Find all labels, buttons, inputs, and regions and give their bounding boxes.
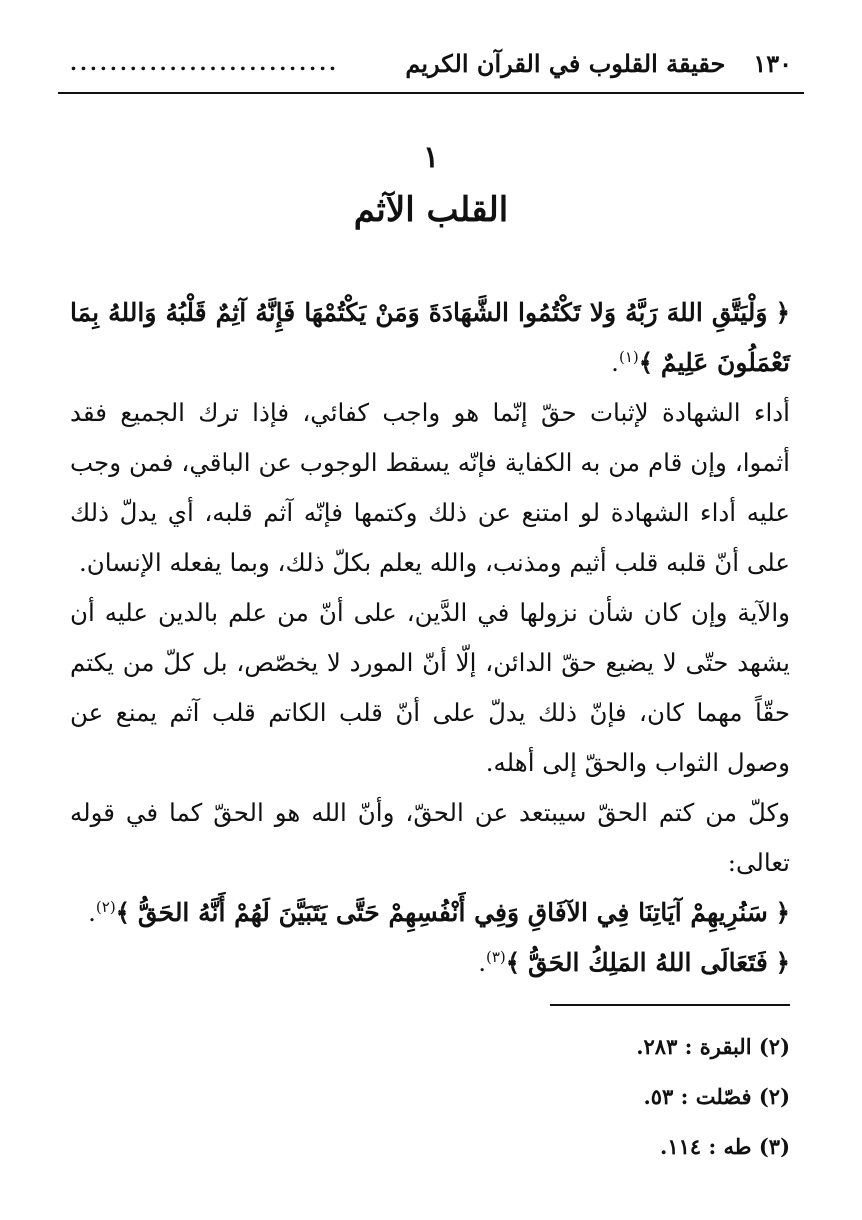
verse-end: . [88,898,96,927]
footnote-item [70,1022,790,1072]
footnote-number: (٢) [758,1034,790,1059]
verse-end: . [611,348,619,377]
chapter-number: ١ [422,140,440,175]
footnote-ref: (٢) [95,897,116,916]
paragraph: وكلّ من كتم الحقّ سيبتعد عن الحقّ، وأنّ الله هو الحقّ كما في قوله تعالى: [70,798,790,877]
quran-verse-text: سَنُرِيهِمْ آيَاتِنَا فِي الآفَاقِ وَفِي أَنْفُسِهِمْ حَتَّى يَتَبَيَّنَ لَهُمْ أَنَّهُ الحَقُّ [137,898,768,927]
footnote-item [70,1072,790,1122]
bracket-close: ﴾ [505,948,521,977]
bracket-open: ﴿ [775,948,790,977]
paragraph: والآية وإن كان شأن نزولها في الدَّين، على أنّ من علم بالدين عليه أن يشهد حتّى لا يضيع حقّ الدائن، إلّا أنّ المورد لا يخصّص، بل كلّ من يكتم حقّاً مهما كان، فإنّ ذلك يدلّ على أنّ قلب الكاتم قلب آثم يمنع عن وصول الثواب والحقّ إلى أهله. [70,598,790,777]
main-text [70,288,790,988]
bracket-open: ﴿ [775,298,790,327]
bracket-close: ﴾ [638,348,654,377]
quran-verse-text: وَلْيَتَّقِ اللهَ رَبَّهُ وَلا تَكْتُمُوا الشَّهَادَةَ وَمَنْ يَكْتُمْهَا فَإِنَّهُ آثِمٌ قَلْبُهُ وَاللهُ بِمَا تَعْمَلُونَ عَلِيمٌ [70,298,790,377]
footnote-number: (٣) [758,1134,790,1159]
header-leader-dots: ........................... [70,51,339,75]
page-header [70,38,792,88]
footnote-text: طه : ١١٤. [660,1134,752,1159]
page-number: ١٣٠ [753,48,792,78]
quran-verse-text: فَتَعَالَى اللهُ المَلِكُ الحَقُّ [527,948,768,977]
footnote-text: البقرة : ٢٨٣. [636,1034,752,1059]
bracket-open: ﴿ [775,898,790,927]
paragraph: أداء الشهادة لإثبات حقّ إنّما هو واجب كفائي، فإذا ترك الجميع فقد أثموا، وإن قام من به الكفاية فإنّه يسقط الوجوب عن الباقي، فمن وجب عليه أداء الشهادة لو امتنع عن ذلك وكتمها فإنّه آثم قلبه، أي يدلّ ذلك على أنّ قلبه قلب أثيم ومذنب، والله يعلم بكلّ ذلك، وبما يفعله الإنسان. [70,398,790,577]
footnote-rule [550,1004,790,1006]
verse-2 [70,888,790,938]
verse-end: . [478,948,486,977]
bracket-close: ﴾ [115,898,131,927]
header-rule [58,92,804,94]
footnote-ref: (٣) [486,947,506,966]
footnote-item [70,1122,790,1172]
verse-1 [70,288,790,388]
footnote-text: فصّلت : ٥٣. [643,1084,752,1109]
footnote-ref: (١) [618,347,639,366]
verse-3 [70,938,790,988]
footnote-number: (٢) [758,1084,790,1109]
running-title: حقيقة القلوب في القرآن الكريم [405,48,726,78]
chapter-title: القلب الآثم [353,190,509,230]
footnotes [70,1022,790,1172]
